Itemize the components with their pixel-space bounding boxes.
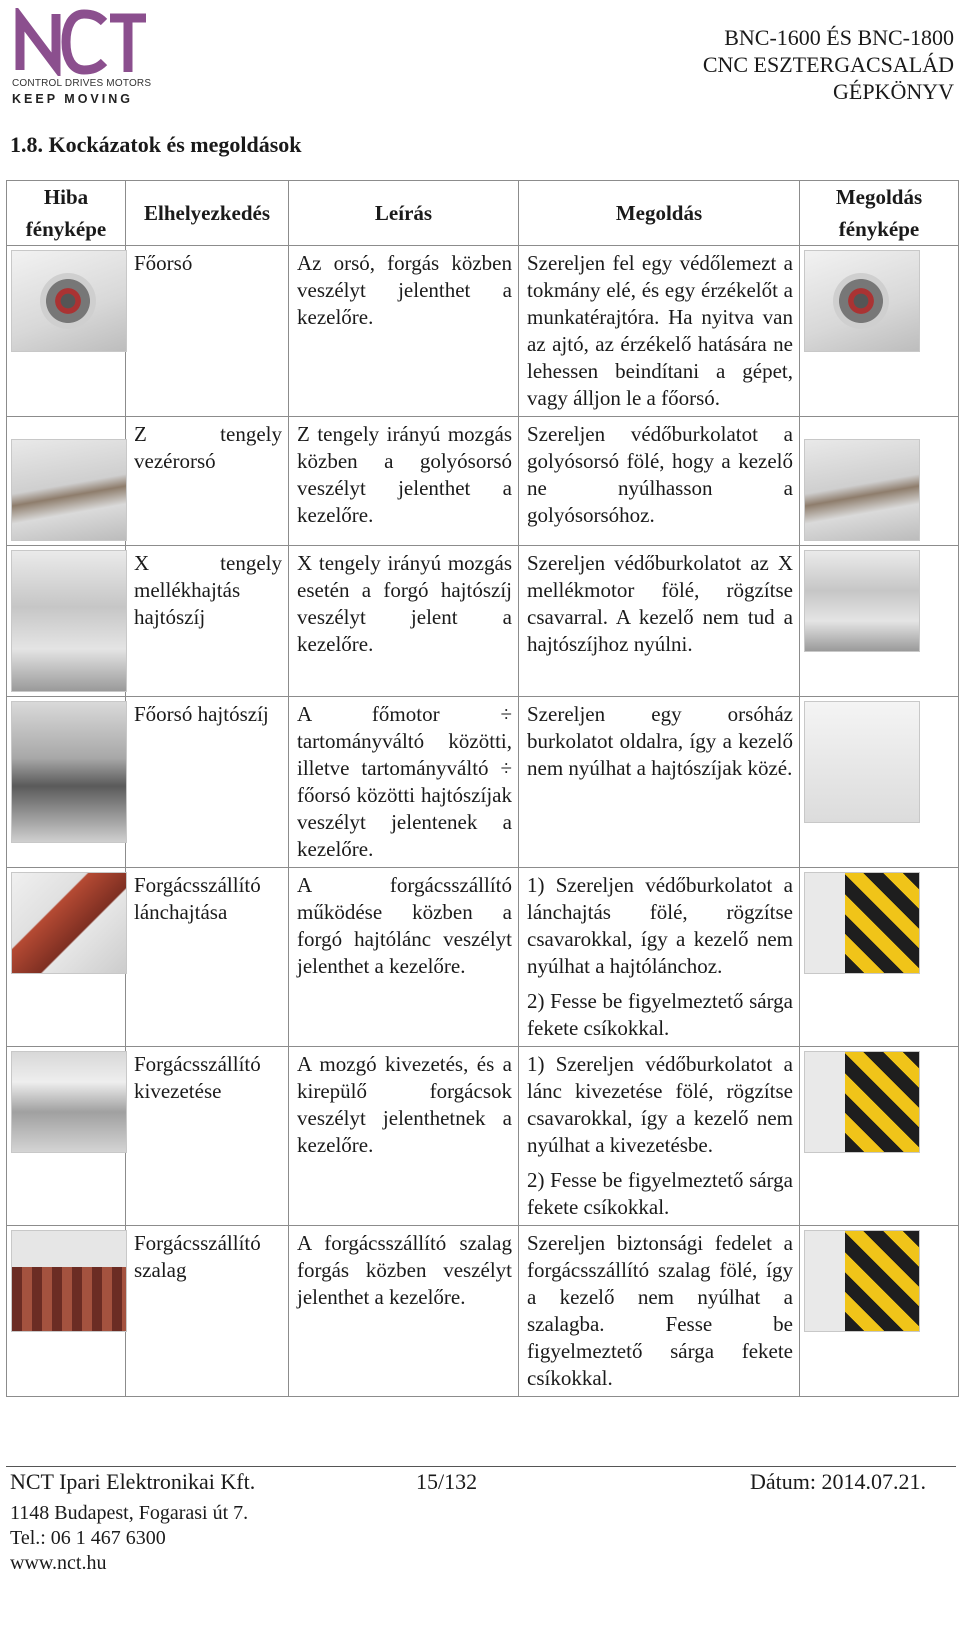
solution-photo-cell (800, 868, 959, 1047)
table-row (7, 246, 959, 417)
table-row (7, 1047, 959, 1226)
spindle-guard-photo (11, 250, 127, 352)
location-cell: Z tengely vezérorsó (126, 417, 289, 546)
solution-step: 2) Fesse be figyelmeztető sárga fekete csíkokkal. (527, 1168, 793, 1219)
footer-address-block (10, 1501, 248, 1576)
solution-photo-cell (800, 1226, 959, 1397)
header-location: Elhelyezkedés (126, 181, 289, 246)
solution-text: Szereljen biztonsági fedelet a forgácsszállító szalag fölé, így a kezelő nem nyúlhat a szalagba. Fesse be figyelmeztető sárga fekete csíkokkal. (527, 1231, 793, 1390)
header-solution-photo: Megoldás fényképe (800, 181, 959, 246)
solution-step: 1) Szereljen védőburkolatot a lánc kivezetése fölé, rögzítse csavarokkal, így a kezelő nem nyúlhat a kivezetésbe. (527, 1052, 793, 1157)
table-header-row (7, 181, 959, 246)
location-cell: Forgácsszállító kivezetése (126, 1047, 289, 1226)
solution-cell (519, 697, 800, 868)
solution-photo-cell (800, 697, 959, 868)
logo-tagline: CONTROL DRIVES MOTORS (12, 78, 152, 89)
risk-table (6, 180, 959, 1397)
solution-cell (519, 1226, 800, 1397)
table-row (7, 868, 959, 1047)
footer-date: Dátum: 2014.07.21. (750, 1469, 926, 1494)
footer-phone: Tel.: 06 1 467 6300 (10, 1527, 166, 1549)
headstock-cover-photo (804, 701, 920, 823)
header-description: Leírás (289, 181, 519, 246)
logo-slogan: KEEP MOVING (12, 92, 133, 106)
chain-guard-striped-photo (804, 872, 920, 974)
document-title (703, 24, 954, 105)
solution-text: Szereljen fel egy védőlemezt a tokmány elé, és egy érzékelőt a munkatérajtóra. Ha nyitva van az ajtó, az érzékelő hatására ne lehessen beindítani a gépet, vagy álljon le a főorsó. (527, 251, 793, 410)
error-photo-cell (7, 246, 126, 417)
ballscrew-cover-photo (804, 439, 920, 541)
conveyor-outlet-photo (11, 1051, 127, 1153)
header-solution: Megoldás (519, 181, 800, 246)
location-cell: Forgácsszállító lánchajtása (126, 868, 289, 1047)
ballscrew-photo (11, 439, 127, 541)
location-cell: Főorsó hajtószíj (126, 697, 289, 868)
error-photo-cell (7, 417, 126, 546)
footer-website[interactable]: www.nct.hu (10, 1552, 107, 1574)
error-photo-cell (7, 697, 126, 868)
table-row (7, 546, 959, 697)
error-photo-cell (7, 1047, 126, 1226)
error-photo-cell (7, 546, 126, 697)
description-cell: Az orsó, forgás közben veszélyt jelenthet a kezelőre. (289, 246, 519, 417)
description-cell: A forgácsszállító működése közben a forgó hajtólánc veszélyt jelenthet a kezelőre. (289, 868, 519, 1047)
solution-photo-cell (800, 1047, 959, 1226)
solution-text: Szereljen egy orsóház burkolatot oldalra, így a kezelő nem nyúlhat a hajtószíjak közé. (527, 702, 793, 780)
outlet-guard-striped-photo (804, 1051, 920, 1153)
conveyor-belt-photo (11, 1230, 127, 1332)
conveyor-cover-striped-photo (804, 1230, 920, 1332)
table-row (7, 1226, 959, 1397)
description-cell: A főmotor ÷ tartományváltó közötti, illetve tartományváltó ÷ főorsó közötti hajtószíjak veszélyt jelentenek a kezelőre. (289, 697, 519, 868)
x-motor-belt-photo (11, 550, 127, 692)
x-motor-cover-photo (804, 550, 920, 652)
description-cell: A mozgó kivezetés, és a kirepülő forgácsok veszélyt jelenthetnek a kezelőre. (289, 1047, 519, 1226)
spindle-belt-photo (11, 701, 127, 843)
page-number: 15/132 (416, 1469, 478, 1494)
solution-cell (519, 246, 800, 417)
document-title-line: BNC-1600 ÉS BNC-1800 (724, 25, 954, 50)
document-title-line: GÉPKÖNYV (833, 79, 954, 104)
table-row (7, 697, 959, 868)
solution-photo-cell (800, 546, 959, 697)
company-logo (12, 8, 162, 104)
solution-cell (519, 546, 800, 697)
document-title-line: CNC ESZTERGACSALÁD (702, 52, 954, 77)
header-error-photo: Hiba fényképe (7, 181, 126, 246)
location-cell: Főorsó (126, 246, 289, 417)
solution-step: 1) Szereljen védőburkolatot a lánchajtás fölé, rögzítse csavarokkal, így a kezelő nem nyúlhat a hajtólánchoz. (527, 873, 793, 978)
solution-cell (519, 417, 800, 546)
solution-step: 2) Fesse be figyelmeztető sárga fekete csíkokkal. (527, 989, 793, 1040)
location-cell: Forgácsszállító szalag (126, 1226, 289, 1397)
error-photo-cell (7, 868, 126, 1047)
chain-drive-photo (11, 872, 127, 974)
description-cell: Z tengely irányú mozgás közben a golyósorsó veszélyt jelenthet a kezelőre. (289, 417, 519, 546)
solution-photo-cell (800, 246, 959, 417)
spindle-guard-photo (804, 250, 920, 352)
location-cell: X tengely mellékhajtás hajtószíj (126, 546, 289, 697)
footer-address: 1148 Budapest, Fogarasi út 7. (10, 1502, 249, 1524)
nct-logo-icon (12, 8, 152, 76)
table-row (7, 417, 959, 546)
solution-cell (519, 868, 800, 1047)
error-photo-cell (7, 1226, 126, 1397)
section-title: 1.8. Kockázatok és megoldások (10, 132, 302, 157)
solution-text: Szereljen védőburkolatot a golyósorsó fölé, hogy a kezelő ne nyúlhasson a golyósorsóhoz. (527, 422, 793, 527)
solution-photo-cell (800, 417, 959, 546)
description-cell: X tengely irányú mozgás esetén a forgó hajtószíj veszélyt jelent a kezelőre. (289, 546, 519, 697)
solution-text: Szereljen védőburkolatot az X mellékmotor fölé, rögzítse csavarral. A kezelő nem tud a hajtószíjhoz nyúlni. (527, 551, 793, 656)
footer-company: NCT Ipari Elektronikai Kft. (10, 1469, 256, 1494)
solution-cell (519, 1047, 800, 1226)
page-footer (6, 1466, 956, 1574)
description-cell: A forgácsszállító szalag forgás közben veszélyt jelenthet a kezelőre. (289, 1226, 519, 1397)
